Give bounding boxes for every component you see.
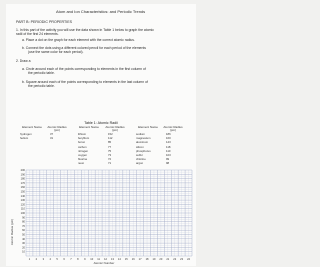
atomic-radius-cell: 186 — [166, 132, 171, 136]
x-tick-label: 3 — [42, 258, 45, 261]
y-tick-label: 170 — [20, 181, 25, 185]
element-name-cell: silicon — [136, 144, 144, 149]
x-tick-label: 16 — [131, 258, 135, 261]
y-tick-label: 160 — [20, 186, 25, 190]
worksheet-title: Atom and Ion Characteristics: and Periodic Trends — [56, 9, 146, 14]
table-header: Element Name — [138, 125, 158, 129]
atomic-radius-cell: 77 — [108, 144, 112, 149]
y-tick-label: 150 — [20, 190, 25, 194]
atomic-radius-cell: 37 — [50, 132, 54, 136]
x-tick-label: 14 — [117, 258, 121, 261]
instruction-line: b. Square around each of the points corresponding to elements in the last column of — [22, 80, 148, 84]
y-tick-label: 30 — [22, 242, 25, 246]
element-name-cell: nitrogen — [78, 148, 89, 153]
element-name-cell: neon — [78, 161, 85, 166]
y-axis-label: Atomic Radius (pm) — [10, 218, 14, 246]
y-tick-label: 140 — [20, 194, 25, 198]
element-name-cell: helium — [20, 136, 29, 141]
atomic-radius-graph — [6, 4, 196, 266]
instruction-line: a. Place a dot on the graph for each element with the correct atomic radius. — [22, 38, 135, 42]
y-tick-label: 10 — [22, 250, 25, 254]
worksheet-page — [6, 4, 196, 266]
y-tick-label: 120 — [20, 203, 25, 207]
instruction-line: 1. In this part of the activity you will use the data shown in Table 1 below to graph the atomic — [16, 28, 154, 32]
element-name-cell: carbon — [78, 144, 87, 149]
y-tick-label: 80 — [22, 220, 25, 224]
y-tick-label: 100 — [20, 212, 25, 215]
atomic-radius-cell: 103 — [166, 153, 171, 157]
x-tick-label: 21 — [166, 258, 170, 261]
instruction-line: the periodic table. — [28, 84, 55, 88]
x-tick-label: 13 — [111, 258, 114, 261]
x-tick-label: 17 — [138, 258, 142, 261]
atomic-radius-cell: 112 — [108, 136, 113, 141]
x-tick-label: 9 — [84, 258, 86, 261]
atomic-radius-cell: 110 — [166, 148, 171, 153]
instruction-line: radii of the first 24 elements. — [16, 32, 59, 36]
table-header: Atomic Radius (pm) — [163, 125, 183, 133]
y-tick-label: 60 — [22, 229, 25, 233]
x-tick-label: 8 — [77, 258, 79, 261]
instruction-line: (use the same color for each period). — [28, 50, 84, 54]
atomic-radius-cell: 71 — [108, 161, 112, 166]
part-heading: PART B: PERIODIC PROPERTIES — [16, 20, 73, 24]
y-tick-label: 90 — [22, 216, 25, 220]
element-name-cell: boron — [78, 140, 86, 145]
table-header: Atomic Radius (pm) — [105, 125, 125, 133]
y-tick-label: 190 — [20, 173, 25, 177]
element-name-cell: sodium — [136, 132, 146, 136]
x-tick-label: 15 — [124, 258, 128, 261]
element-name-cell: beryllium — [78, 136, 90, 141]
x-tick-label: 11 — [97, 258, 100, 261]
atomic-radius-cell: 152 — [108, 132, 113, 136]
x-tick-label: 5 — [56, 258, 58, 261]
instruction-line: the periodic table. — [28, 71, 55, 75]
element-name-cell: aluminum — [136, 140, 149, 145]
y-tick-label: 180 — [20, 177, 25, 181]
element-name-cell: sulfur — [136, 153, 143, 157]
instruction-line: a. Circle around each of the points corresponding to elements in the first column of — [22, 67, 146, 71]
y-tick-label: 50 — [22, 233, 25, 237]
atomic-radius-cell: 73 — [108, 153, 112, 157]
atomic-radius-cell: 85 — [108, 140, 112, 145]
atomic-radius-cell: 99 — [166, 157, 170, 162]
x-tick-label: 24 — [187, 258, 190, 261]
atomic-radius-cell: 118 — [166, 144, 171, 149]
y-tick-label: 110 — [20, 207, 25, 211]
element-name-cell: hydrogen — [20, 132, 32, 136]
x-tick-label: 20 — [159, 258, 163, 261]
x-tick-label: 2 — [35, 258, 38, 261]
element-name-cell: chlorine — [136, 157, 146, 162]
element-name-cell: fluorine — [78, 157, 88, 162]
x-tick-label: 4 — [49, 258, 51, 261]
x-axis-label: Atomic Number — [93, 261, 115, 265]
element-name-cell: magnesium — [136, 136, 151, 141]
y-tick-label: 40 — [22, 237, 25, 241]
atomic-radius-cell: 31 — [50, 136, 54, 141]
x-tick-label: 19 — [152, 258, 156, 261]
x-tick-label: 22 — [173, 258, 177, 261]
y-tick-label: 70 — [22, 224, 25, 228]
atomic-radius-cell: 143 — [166, 140, 171, 145]
atomic-radius-cell: 98 — [166, 161, 170, 166]
x-tick-label: 10 — [90, 258, 94, 261]
x-tick-label: 12 — [104, 258, 107, 261]
table-header: Atomic Radius (pm) — [47, 125, 67, 133]
table-header: Element Name — [22, 125, 42, 129]
x-tick-label: 23 — [180, 258, 184, 261]
element-name-cell: lithium — [78, 132, 87, 136]
x-tick-label: 1 — [28, 258, 31, 261]
y-tick-label: 130 — [20, 199, 25, 203]
atomic-radius-cell: 72 — [108, 157, 112, 162]
element-name-cell: phosphorus — [136, 148, 151, 153]
table-title: Table 1: Atomic Radii — [84, 121, 118, 125]
x-tick-label: 6 — [63, 258, 65, 261]
y-tick-label: 200 — [20, 169, 25, 172]
element-name-cell: oxygen — [78, 153, 88, 157]
atomic-radius-cell: 75 — [108, 148, 112, 153]
x-tick-label: 7 — [70, 258, 72, 261]
instruction-line: b. Connect the dots using a different colored pencil for each period of the elements — [22, 46, 146, 50]
element-name-cell: argon — [136, 161, 144, 166]
x-tick-label: 18 — [145, 258, 149, 261]
instruction-line: 2. Draw a — [16, 59, 31, 63]
atomic-radius-cell: 160 — [166, 136, 171, 141]
y-tick-label: 20 — [22, 246, 25, 250]
table-header: Element Name — [79, 125, 99, 129]
